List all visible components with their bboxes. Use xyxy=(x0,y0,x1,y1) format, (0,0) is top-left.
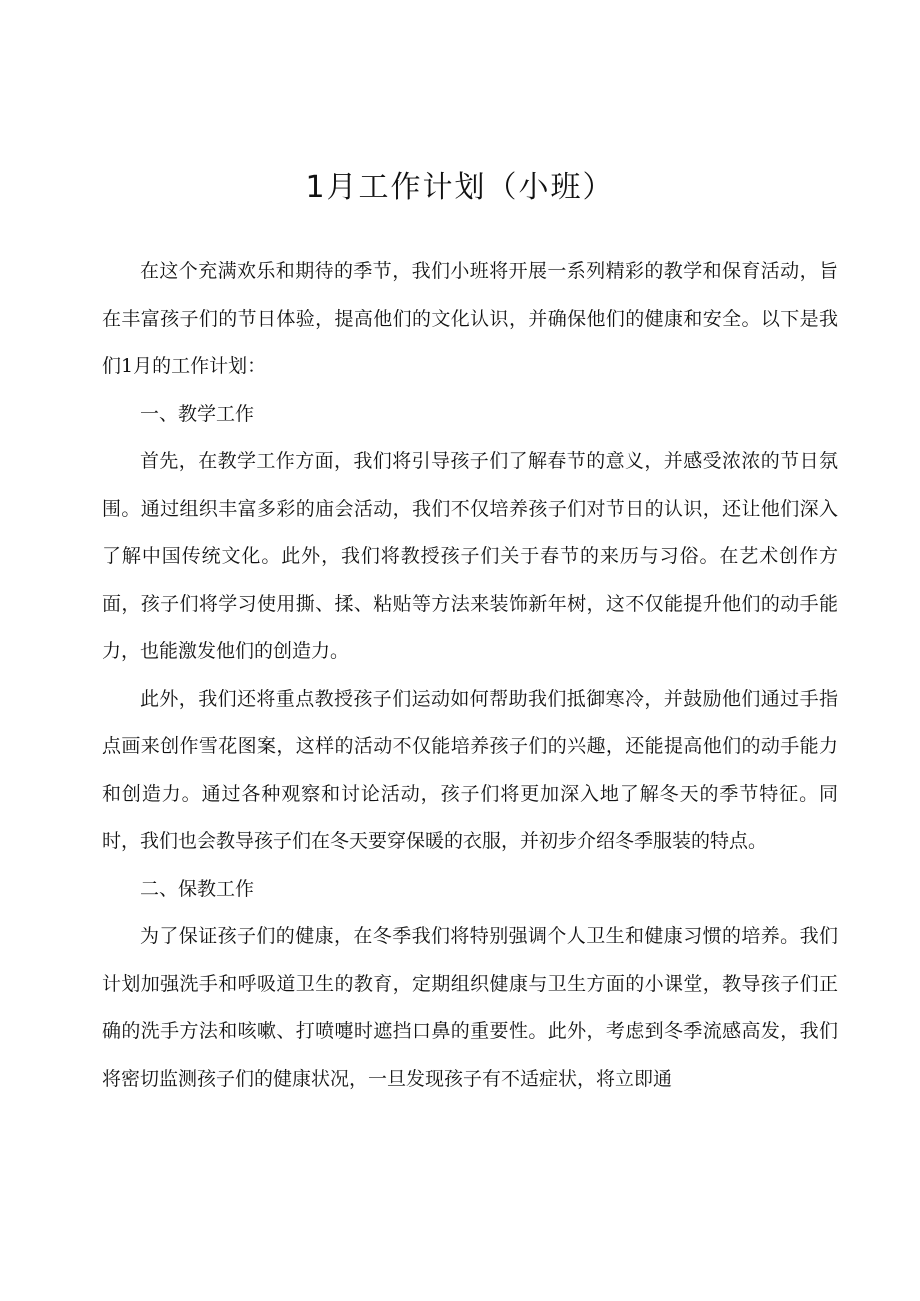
section-heading-care: 二、保教工作 xyxy=(140,877,255,900)
page-title: 1月工作计划（小班） xyxy=(305,170,615,205)
document-body xyxy=(102,248,838,1103)
section-heading-teaching: 一、教学工作 xyxy=(140,402,255,425)
intro-paragraph: 在这个充满欢乐和期待的季节，我们小班将开展一系列精彩的教学和保育活动，旨在丰富孩子们的节日体验，提高他们的文化认识，并确保他们的健康和安全。以下是我们1月的工作计划： xyxy=(102,260,838,377)
care-paragraph-1: 为了保证孩子们的健康，在冬季我们将特别强调个人卫生和健康习惯的培养。我们计划加强洗手和呼吸道卫生的教育，定期组织健康与卫生方面的小课堂，教导孩子们正确的洗手方法和咳嗽、打喷嚏时遮挡口鼻的重要性。此外，考虑到冬季流感高发，我们将密切监测孩子们的健康状况，一旦发现孩子有不适症状，将立即通 xyxy=(102,925,838,1090)
teaching-paragraph-2: 此外，我们还将重点教授孩子们运动如何帮助我们抵御寒冷，并鼓励他们通过手指点画来创作雪花图案，这样的活动不仅能培养孩子们的兴趣，还能提高他们的动手能力和创造力。通过各种观察和讨论活动，孩子们将更加深入地了解冬天的季节特征。同时，我们也会教导孩子们在冬天要穿保暖的衣服，并初步介绍冬季服装的特点。 xyxy=(102,687,838,852)
teaching-paragraph-1: 首先，在教学工作方面，我们将引导孩子们了解春节的意义，并感受浓浓的节日氛围。通过组织丰富多彩的庙会活动，我们不仅培养孩子们对节日的认识，还让他们深入了解中国传统文化。此外，我们将教授孩子们关于春节的来历与习俗。在艺术创作方面，孩子们将学习使用撕、揉、粘贴等方法来装饰新年树，这不仅能提升他们的动手能力，也能激发他们的创造力。 xyxy=(102,450,838,662)
